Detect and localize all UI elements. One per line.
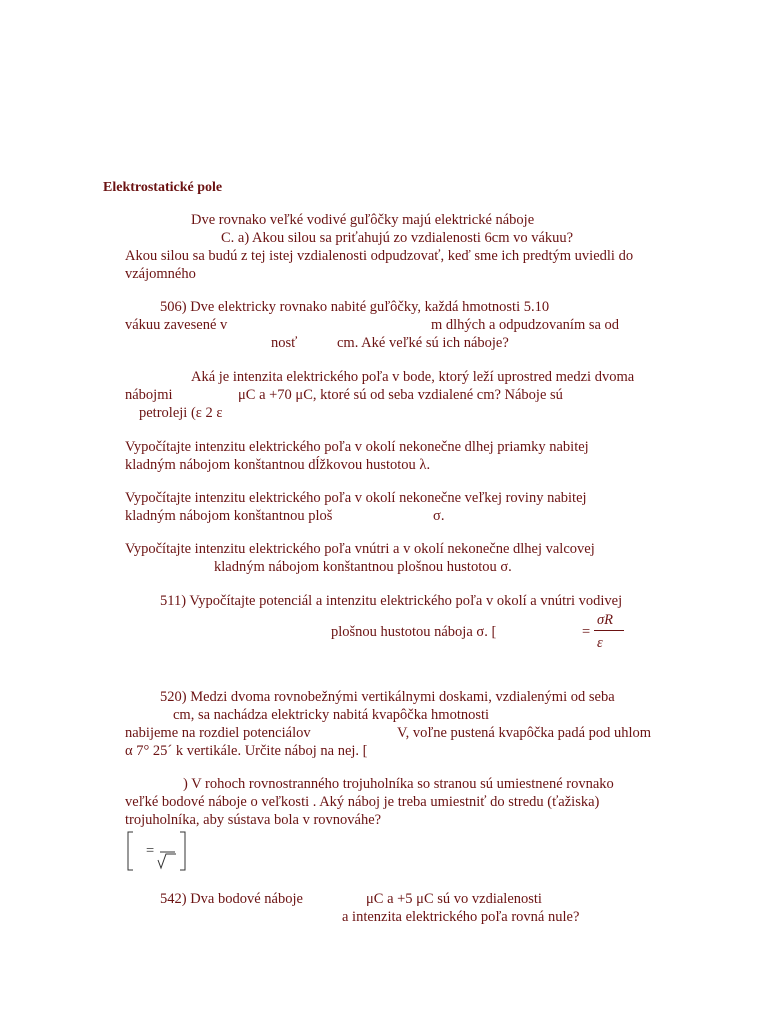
problem-542-line-1a: 542) Dva bodové náboje (160, 891, 303, 907)
problem-1-line-2: C. a) Akou silou sa priťahujú zo vzdialenosti 6cm vo vákuu? (221, 230, 574, 246)
fraction-denominator: ε (597, 635, 603, 651)
problem-506-line-1: 506) Dve elektricky rovnako nabité guľôčky, každá hmotnosti 5.10 (160, 299, 550, 315)
answer-bracket-figure (124, 830, 190, 872)
problem-line-charge-line-2: kladným nábojom konštantnou dĺžkovou hustotou λ. (125, 457, 431, 473)
problem-plane-line-2a: kladným nábojom konštantnou ploš (125, 508, 333, 524)
problem-520-line-3a: nabijeme na rozdiel potenciálov (125, 725, 311, 741)
problem-542-line-1b: μC a +5 μC sú vo vzdialenosti (366, 891, 542, 907)
problem-triangle-line-2: veľké bodové náboje o veľkosti . Aký náboj je treba umiestniť do stredu (ťažiska) (125, 794, 600, 810)
problem-cylinder-line-1: Vypočítajte intenzitu elektrického poľa vnútri a v okolí nekonečne dlhej valcovej (125, 541, 595, 557)
problem-line-charge-line-1: Vypočítajte intenzitu elektrického poľa v okolí nekonečne dlhej priamky nabitej (125, 439, 589, 455)
problem-plane-line-2b: σ. (433, 508, 445, 524)
problem-511-equals: = (582, 624, 591, 640)
problem-midpoint-line-3: petroleji (ε 2 ε (139, 405, 223, 421)
problem-511-line-2: plošnou hustotou náboja σ. [ (331, 624, 497, 640)
problem-520-line-4: α 7° 25´ k vertikále. Určite náboj na nej. [ (125, 743, 368, 759)
problem-511-line-1: 511) Vypočítajte potenciál a intenzitu elektrického poľa v okolí a vnútri vodivej (160, 593, 623, 609)
triangle-equals: = (146, 843, 155, 859)
document-title: Elektrostatické pole (103, 180, 223, 195)
fraction-numerator: σR (597, 612, 614, 628)
problem-midpoint-line-2a: nábojmi (125, 387, 173, 403)
problem-plane-line-1: Vypočítajte intenzitu elektrického poľa v okolí nekonečne veľkej roviny nabitej (125, 490, 587, 506)
problem-midpoint-line-2b: μC a +70 μC, ktoré sú od seba vzdialené cm? Náboje sú (238, 387, 563, 403)
problem-542-line-2: a intenzita elektrického poľa rovná nule? (342, 909, 580, 925)
problem-triangle-line-3: trojuholníka, aby sústava bola v rovnováhe? (125, 812, 382, 828)
problem-506-line-2a: vákuu zavesené v (125, 317, 228, 333)
problem-506-line-2b: m dlhých a odpudzovaním sa od (431, 317, 620, 333)
problem-1-line-1: Dve rovnako veľké vodivé guľôčky majú elektrické náboje (191, 212, 535, 228)
problem-1-line-4: vzájomného (125, 266, 196, 282)
problem-520-line-1: 520) Medzi dvoma rovnobežnými vertikálnymi doskami, vzdialenými od seba (160, 689, 615, 705)
problem-midpoint-line-1: Aká je intenzita elektrického poľa v bode, ktorý leží uprostred medzi dvoma (191, 369, 635, 385)
fraction-bar (594, 630, 624, 631)
problem-506-line-3a: nosť (271, 335, 298, 351)
problem-1-line-3: Akou silou sa budú z tej istej vzdialenosti odpudzovať, keď sme ich predtým uviedli do (125, 248, 634, 264)
problem-506-line-3b: cm. Aké veľké sú ich náboje? (337, 335, 509, 351)
problem-520-line-2: cm, sa nachádza elektricky nabitá kvapôčka hmotnosti (173, 707, 490, 723)
problem-cylinder-line-2: kladným nábojom konštantnou plošnou hustotou σ. (214, 559, 512, 575)
problem-triangle-line-1: ) V rohoch rovnostranného trojuholníka so stranou sú umiestnené rovnako (183, 776, 614, 792)
problem-520-line-3b: V, voľne pustená kvapôčka padá pod uhlom (397, 725, 652, 741)
